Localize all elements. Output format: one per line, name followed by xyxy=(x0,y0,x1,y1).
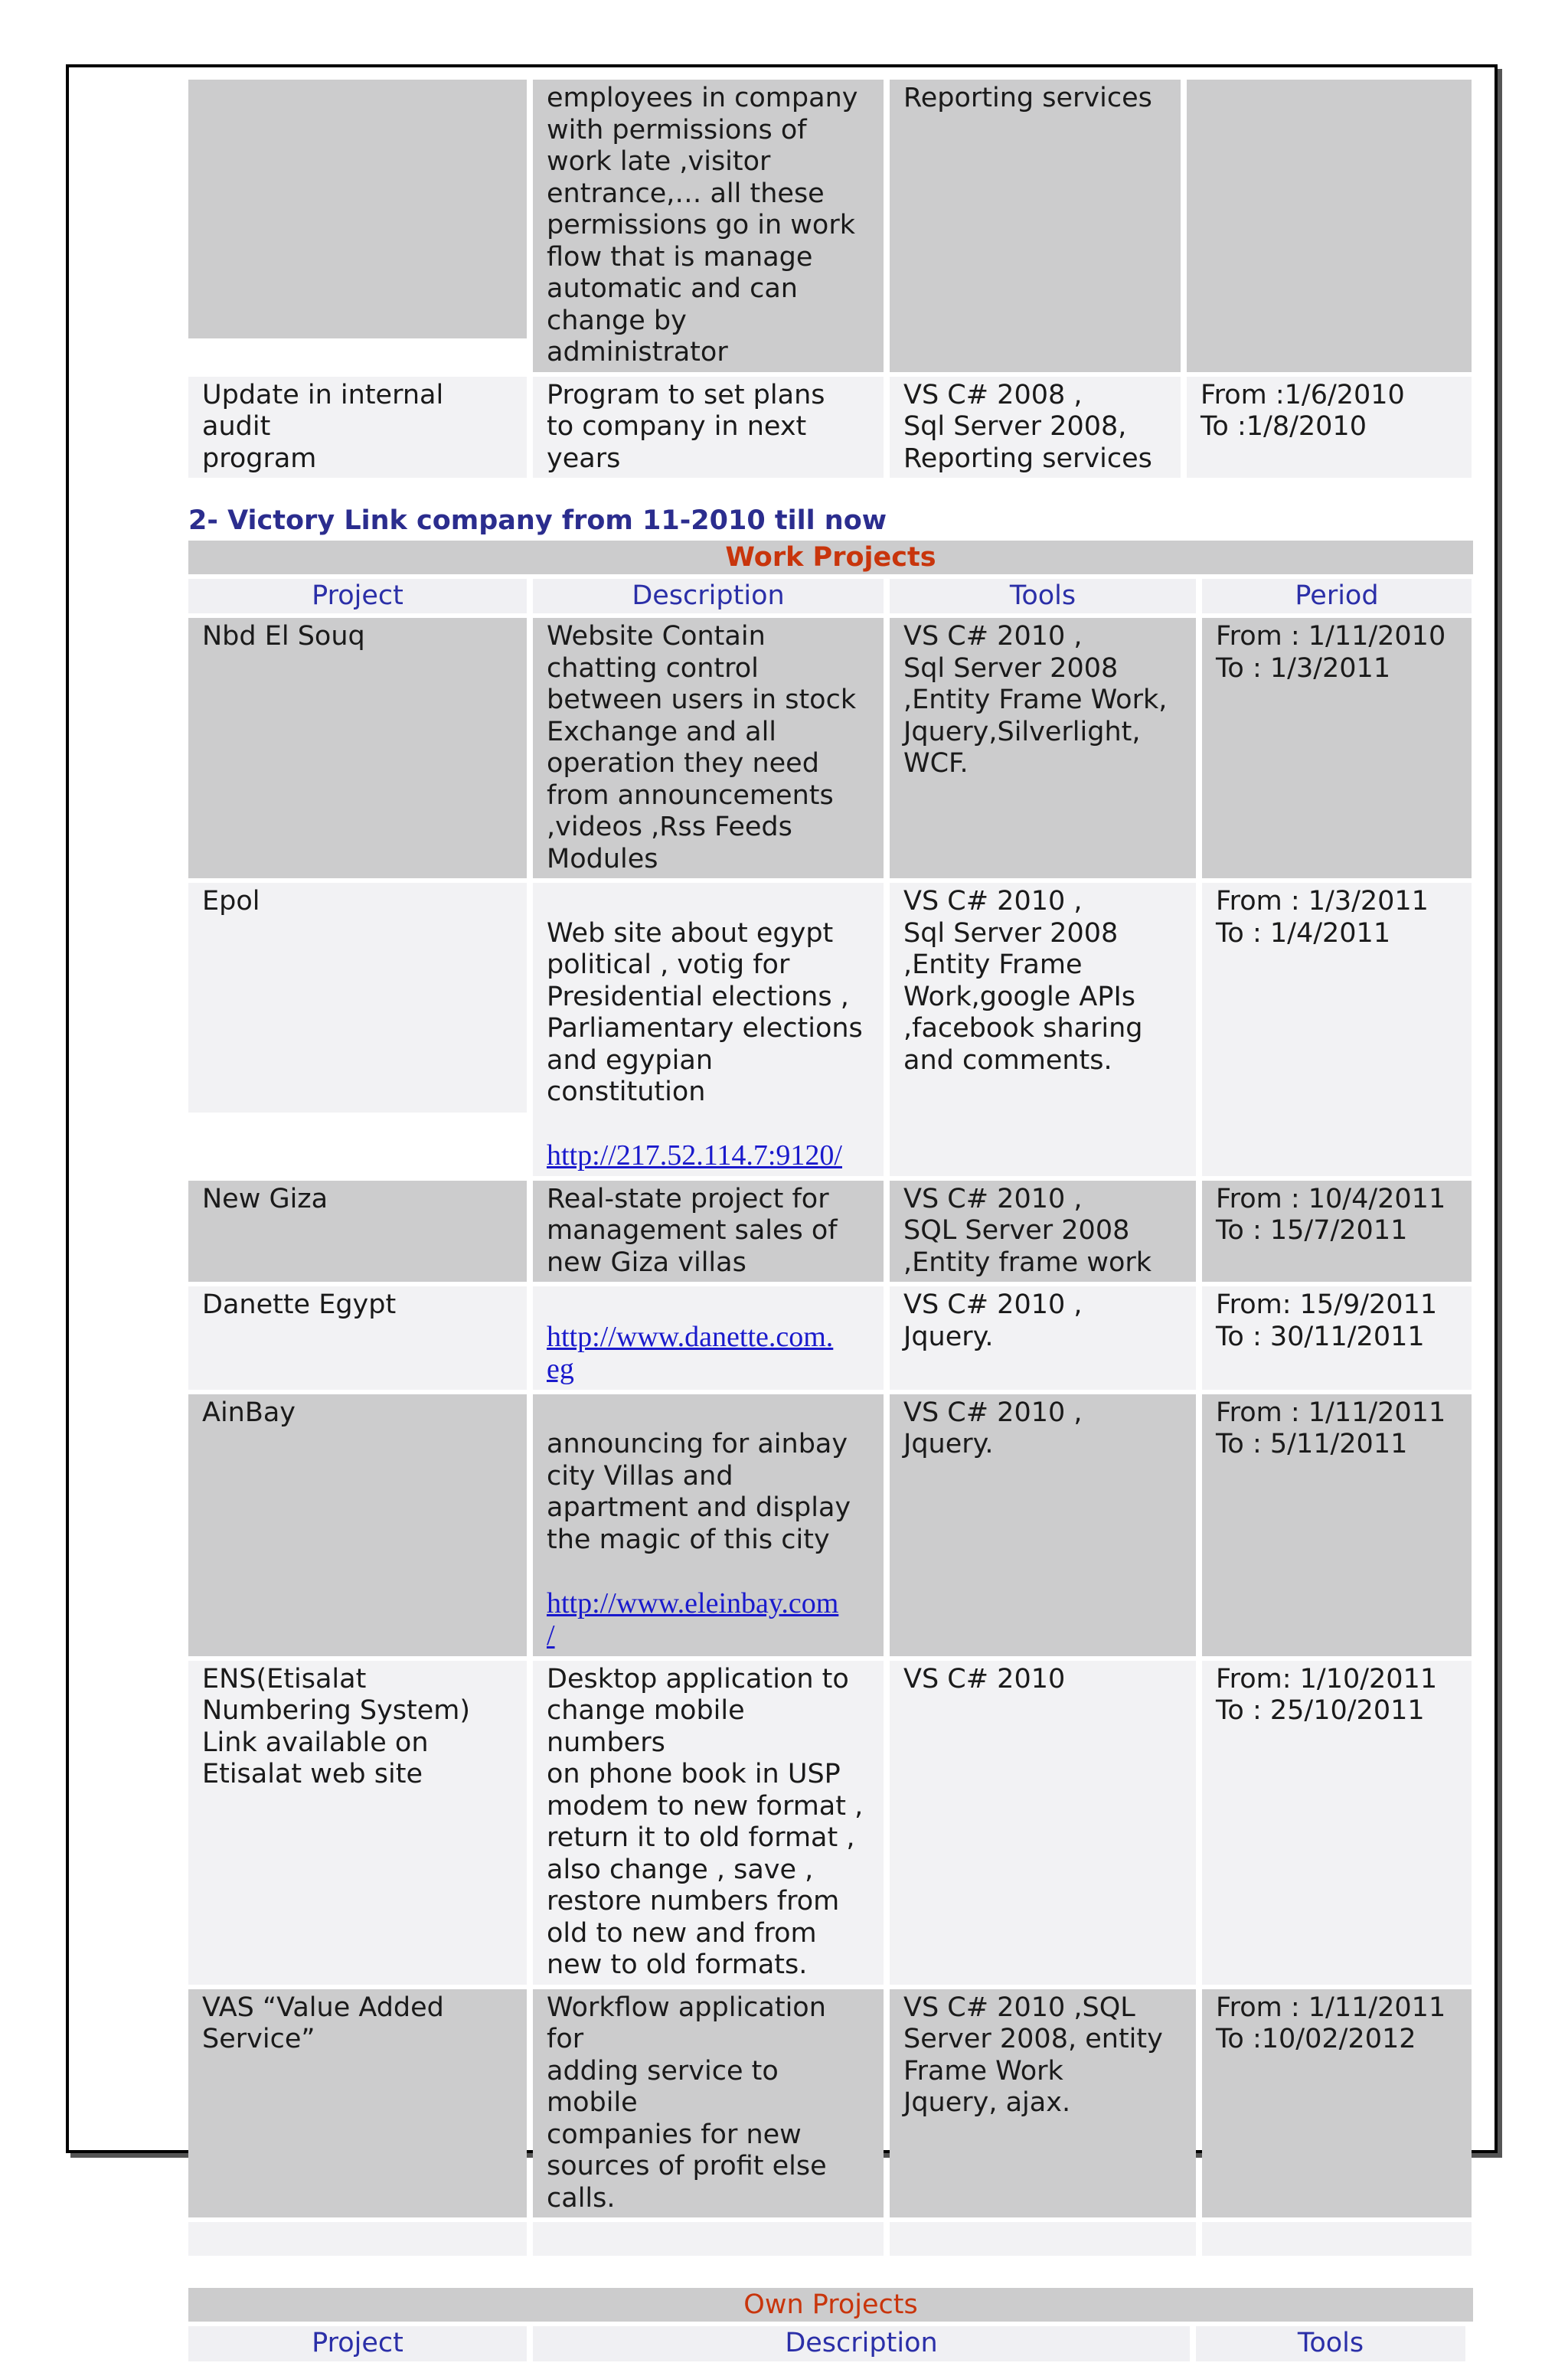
table-row xyxy=(188,1989,1473,2218)
table-row xyxy=(188,1394,1473,1656)
tools-cell: VS C# 2010 , Sql Server 2008 ,Entity Frame Work, Jquery,Silverlight, WCF. xyxy=(890,618,1196,878)
project-cell: Update in internal audit program xyxy=(188,377,527,479)
header-description: Description xyxy=(533,2326,1190,2361)
table-row xyxy=(188,1181,1473,1283)
own-projects-band: Own Projects xyxy=(188,2288,1473,2322)
header-project: Project xyxy=(188,579,527,614)
description-cell: Real-state project for management sales of new Giza villas xyxy=(533,1181,884,1283)
period-cell: From : 1/11/2010 To : 1/3/2011 xyxy=(1202,618,1472,878)
period-cell: From : 10/4/2011 To : 15/7/2011 xyxy=(1202,1181,1472,1283)
project-cell: Nbd El Souq xyxy=(188,618,527,878)
epol-link[interactable]: http://217.52.114.7:9120/ xyxy=(547,1139,842,1172)
header-tools: Tools xyxy=(890,579,1196,614)
empty-cell xyxy=(533,2222,884,2256)
tools-cell: VS C# 2010 , Jquery. xyxy=(890,1394,1196,1656)
table-row xyxy=(188,618,1473,878)
description-cell: Program to set plans to company in next years xyxy=(533,377,884,479)
description-cell xyxy=(533,1394,884,1656)
tools-cell: VS C# 2010 xyxy=(890,1661,1196,1985)
project-cell: Epol xyxy=(188,883,527,1113)
header-tools: Tools xyxy=(1196,2326,1465,2361)
project-cell: AinBay xyxy=(188,1394,527,1656)
table-row xyxy=(188,883,1473,1176)
table-row xyxy=(188,377,1473,479)
description-cell: Desktop application to change mobile numbers on phone book in USP modem to new format , return it to old format , also change , save , restore numbers from old to new and from new to old formats. xyxy=(533,1661,884,1985)
tools-cell: VS C# 2008 , Sql Server 2008, Reporting services xyxy=(890,377,1181,479)
work-projects-band: Work Projects xyxy=(188,541,1473,574)
table-row xyxy=(188,1661,1473,1985)
description-text: announcing for ainbay city Villas and apartment and display the magic of this city xyxy=(547,1429,851,1555)
header-project: Project xyxy=(188,2326,527,2361)
description-cell xyxy=(533,1286,884,1390)
table-row xyxy=(188,1286,1473,1390)
ainbay-link[interactable]: http://www.eleinbay.com / xyxy=(547,1587,839,1652)
description-cell: employees in company with permissions of work late ,visitor entrance,… all these permissions go in work flow that is manage automatic and can change by administrator xyxy=(533,80,884,372)
description-cell: Workflow application for adding service to mobile companies for new sources of profit else calls. xyxy=(533,1989,884,2218)
header-description: Description xyxy=(533,579,884,614)
project-cell xyxy=(188,80,527,338)
period-cell: From: 15/9/2011 To : 30/11/2011 xyxy=(1202,1286,1472,1390)
period-cell: From : 1/11/2011 To :10/02/2012 xyxy=(1202,1989,1472,2218)
description-cell: Website Contain chatting control between users in stock Exchange and all operation they need from announcements ,videos ,Rss Feeds Modules xyxy=(533,618,884,878)
tools-cell: VS C# 2010 , Jquery. xyxy=(890,1286,1196,1390)
period-cell: From : 1/11/2011 To : 5/11/2011 xyxy=(1202,1394,1472,1656)
empty-cell xyxy=(890,2222,1196,2256)
resume-content xyxy=(188,80,1473,2366)
own-projects-header xyxy=(188,2326,1473,2361)
period-cell xyxy=(1187,80,1472,372)
period-cell: From : 1/3/2011 To : 1/4/2011 xyxy=(1202,883,1472,1176)
table-row xyxy=(188,80,1473,372)
project-cell: Danette Egypt xyxy=(188,1286,527,1390)
danette-link[interactable]: http://www.danette.com. eg xyxy=(547,1320,834,1385)
project-cell: New Giza xyxy=(188,1181,527,1283)
description-text: Web site about egypt political , votig for Presidential elections , Parliamentary elections and egypian constitution xyxy=(547,917,863,1107)
period-cell: From: 1/10/2011 To : 25/10/2011 xyxy=(1202,1661,1472,1985)
tools-cell: Reporting services xyxy=(890,80,1181,372)
header-period: Period xyxy=(1202,579,1472,614)
tools-cell: VS C# 2010 , Sql Server 2008 ,Entity Frame Work,google APIs ,facebook sharing and comments. xyxy=(890,883,1196,1176)
empty-cell xyxy=(1202,2222,1472,2256)
tools-cell: VS C# 2010 , SQL Server 2008 ,Entity frame work xyxy=(890,1181,1196,1283)
project-cell: VAS “Value Added Service” xyxy=(188,1989,527,2218)
section-title: 2- Victory Link company from 11-2010 till now xyxy=(188,505,887,536)
tools-cell: VS C# 2010 ,SQL Server 2008, entity Frame Work Jquery, ajax. xyxy=(890,1989,1196,2218)
work-projects-header xyxy=(188,579,1473,614)
description-cell xyxy=(533,883,884,1176)
empty-cell xyxy=(188,2222,527,2256)
empty-table-row xyxy=(188,2222,1473,2256)
project-cell: ENS(Etisalat Numbering System) Link available on Etisalat web site xyxy=(188,1661,527,1985)
period-cell: From :1/6/2010 To :1/8/2010 xyxy=(1187,377,1472,479)
